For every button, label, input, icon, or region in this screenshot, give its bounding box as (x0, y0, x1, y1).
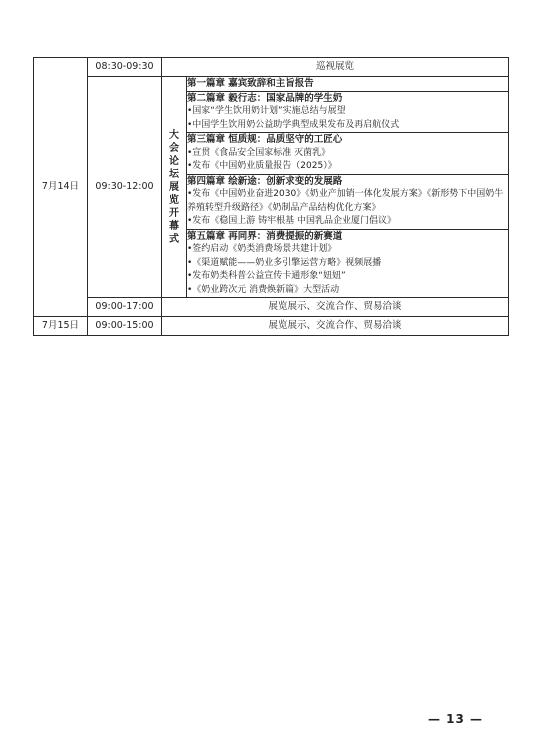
chapter-title: 第四篇章 绘新途：创新求变的发展路 (187, 175, 343, 187)
time-label: 08:30-09:30 (95, 61, 154, 72)
chapter-item: •发布奶类科普公益宣传卡通形象“妞妞” (187, 271, 346, 281)
chapter-title: 第三篇章 恒质规：品质坚守的工匠心 (187, 134, 343, 145)
chapter-cell (187, 133, 509, 175)
chapter-title: 第一篇章 嘉宾致辞和主旨报告 (187, 78, 314, 89)
activity-label: 展览展示、交流合作、贸易洽谈 (268, 320, 402, 331)
date-label: 7月14日 (41, 181, 80, 192)
chapter-cell (187, 229, 509, 298)
activity-cell (162, 317, 509, 336)
chapter-item: •《渠道赋能——奶业多引擎运营方略》视频展播 (187, 257, 382, 268)
chapter-title: 第二篇章 毅行志：国家品牌的学生奶 (187, 92, 343, 104)
chapter-item: •宣贯《食品安全国家标准 灭菌乳》 (187, 147, 331, 158)
activity-label: 展览展示、交流合作、贸易洽谈 (268, 301, 402, 312)
date-label: 7月15日 (41, 320, 80, 331)
time-label: 09:30-12:00 (95, 181, 154, 192)
activity-cell (162, 58, 509, 77)
chapter-item: •国家“学生饮用奶计划”实施总结与展望 (187, 106, 346, 116)
chapter-cell (187, 77, 509, 92)
time-cell (88, 317, 162, 336)
time-cell (88, 58, 162, 77)
activity-cell (162, 298, 509, 317)
chapter-item: •签约启动《奶类消费场景共建计划》 (187, 244, 337, 254)
chapter-item: •发布《中国奶业奋进2030》《奶业产加销一体化发展方案》《新形势下中国奶牛养殖转型升级路径》《奶制品产品结构优化方案》 (187, 189, 504, 213)
page-number: — 13 — (428, 712, 484, 726)
activity-label: 巡视展览 (316, 61, 355, 72)
schedule-row (34, 317, 509, 336)
chapter-cell (187, 91, 509, 133)
chapter-item: •发布《稳国上游 铸牢根基 中国乳品企业厦门倡议》 (187, 216, 397, 226)
schedule-table (33, 57, 509, 336)
time-cell (88, 77, 162, 298)
time-label: 09:00-17:00 (95, 301, 154, 312)
chapter-cell (187, 174, 509, 229)
schedule-row (34, 298, 509, 317)
forum-title: 大会论坛展览开幕式 (169, 129, 179, 245)
chapter-title: 第五篇章 再同界：消费提振的新赛道 (187, 230, 343, 242)
forum-title-cell (162, 77, 187, 298)
chapter-item: •发布《中国奶业质量报告（2025）》 (187, 161, 337, 171)
chapter-item: •《奶业跨次元 消费焕新篇》大型活动 (187, 284, 340, 295)
time-cell (88, 298, 162, 317)
time-label: 09:00-15:00 (95, 320, 154, 331)
schedule-row (34, 77, 509, 92)
chapter-item: •中国学生饮用奶公益助学典型成果发布及再启航仪式 (187, 119, 400, 130)
schedule-row (34, 58, 509, 77)
date-cell (34, 317, 88, 336)
date-cell (34, 58, 88, 317)
